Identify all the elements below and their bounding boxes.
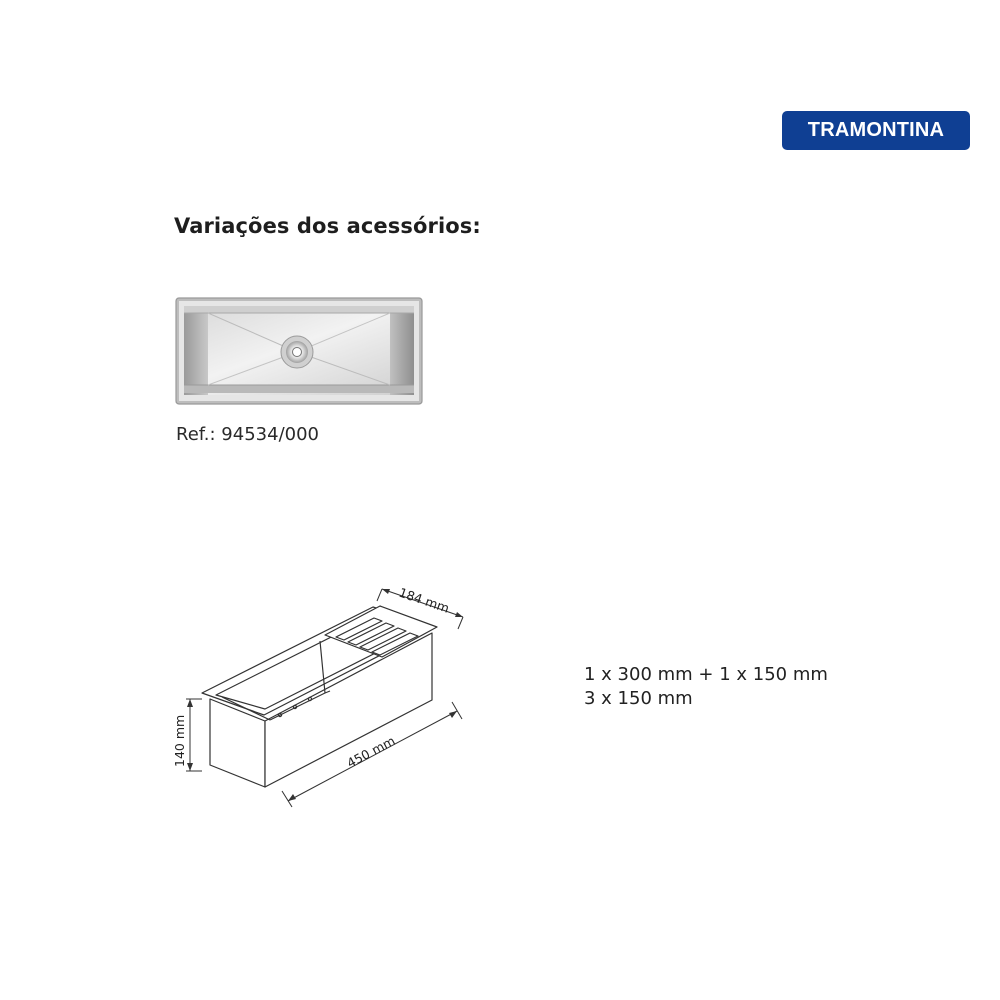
section-heading: Variações dos acessórios: <box>174 214 481 238</box>
sink-product-image <box>175 297 423 405</box>
tramontina-logo: TRAMONTINA <box>782 111 970 150</box>
length-dimension-label: 450 mm <box>344 732 398 771</box>
product-reference: Ref.: 94534/000 <box>176 424 319 445</box>
accessory-technical-drawing <box>160 575 490 815</box>
height-dimension-label: 140 mm <box>172 714 187 767</box>
variant-line: 3 x 150 mm <box>584 688 693 709</box>
accessory-variants <box>584 663 828 711</box>
variant-line: 1 x 300 mm + 1 x 150 mm <box>584 664 828 685</box>
depth-dimension-label: 184 mm <box>397 584 452 616</box>
